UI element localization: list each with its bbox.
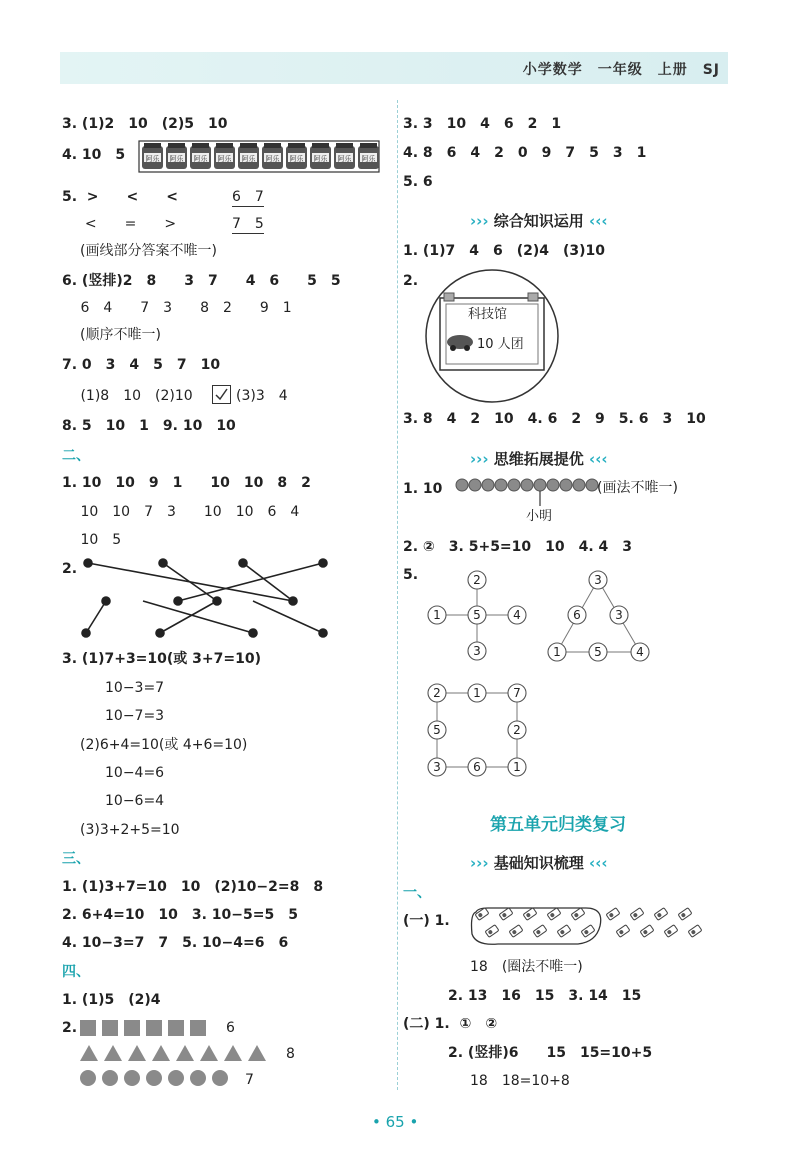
section-title-1: ››› 综合知识运用 ‹‹‹ (470, 212, 608, 230)
jar-label: 阿乐 (169, 155, 184, 163)
l-q7-row1: 7. 0 3 4 5 7 10 (62, 357, 221, 373)
l-sec2-q1-row1: 1. 10 10 9 1 10 10 8 2 (62, 475, 311, 491)
l-sec2-title: 二、 (62, 448, 90, 464)
l-sec2-q2: 2. (62, 561, 78, 577)
r-c2: 2. (403, 273, 419, 289)
l-sec2-q3-row2: 10−3=7 (105, 680, 165, 696)
sharpener-icon (606, 908, 620, 921)
unit-title: 第五单元归类复习 (490, 815, 626, 835)
jar-label: 阿乐 (217, 155, 232, 163)
l-q7-row2a: (1)8 10 (2)10 (62, 388, 193, 404)
r-t1-note: (画法不唯一) (597, 480, 678, 496)
jar-7 (286, 143, 307, 169)
r-q4: 4. 8 6 4 2 0 9 7 5 3 1 (403, 145, 647, 161)
number-figure-triangle (545, 570, 655, 662)
sharpener-icon (581, 925, 595, 938)
jar-5 (238, 143, 259, 169)
header-title: 小学数学 一年级 上册 SJ (522, 62, 720, 78)
sharpener-icon (475, 908, 489, 921)
r-u-p1: (一) 1. (403, 913, 450, 929)
fig3-tm: 1 (473, 686, 481, 700)
jar-10 (358, 143, 379, 169)
l-q5-row2: < = > (62, 216, 177, 232)
fig2-botmid: 5 (594, 645, 602, 659)
l-q5-note: (画线部分答案不唯一) (80, 243, 217, 259)
sharpener-icon (533, 925, 547, 938)
l-sec2-q3-row1: 3. (1)7+3=10(或 3+7=10) (62, 651, 261, 667)
number-figure-square (425, 683, 530, 778)
r-q5: 5. 6 (403, 174, 433, 190)
sharpener-icon (664, 925, 678, 938)
l-q6-row2: 6 4 7 3 8 2 9 1 (62, 300, 292, 316)
pencil-sharpeners-circled (468, 904, 713, 950)
r-u-p2-q2a: 2. (竖排)6 15 15=10+5 (448, 1045, 653, 1061)
fig3-tr: 7 (513, 686, 521, 700)
r-t1-prefix: 1. 10 (403, 481, 443, 497)
fig2-midright: 3 (615, 608, 623, 622)
r-t5: 5. (403, 567, 419, 583)
xiaoming-label: 小明 (526, 509, 553, 524)
fig3-bm: 6 (473, 760, 481, 774)
column-divider (397, 100, 398, 1090)
jar-label: 阿乐 (361, 155, 376, 163)
l-q6-note: (顺序不唯一) (80, 327, 161, 343)
r-u-p2-q2b: 18 18=10+8 (470, 1073, 570, 1089)
l-q7-row2b: (3)3 4 (236, 388, 288, 404)
circles-row-xiaoming (456, 477, 606, 507)
r-q3: 3. 3 10 4 6 2 1 (403, 116, 562, 132)
sharpener-icon (485, 925, 499, 938)
sharpener-icon (640, 925, 654, 938)
l-sec4-q2: 2. (62, 1020, 78, 1036)
l-q5-row2-ans: 7 5 (232, 216, 264, 232)
section-title-3: ››› 基础知识梳理 ‹‹‹ (470, 854, 608, 872)
fig3-br: 1 (513, 760, 521, 774)
page-header (60, 52, 728, 84)
r-t2: 2. ② 3. 5+5=10 10 4. 4 3 (403, 539, 633, 555)
board-group: 10 人团 (477, 337, 524, 352)
sharpener-icon (523, 908, 537, 921)
l-sec4-title: 四、 (62, 964, 90, 980)
r-u-p2: (二) 1. ① ② (403, 1016, 498, 1032)
fig1-top: 2 (473, 573, 481, 587)
l-sec2-q3-row5: 10−4=6 (105, 765, 165, 781)
jar-8 (310, 143, 331, 169)
fig1-left: 1 (433, 608, 441, 622)
l-sec4-q1: 1. (1)5 (2)4 (62, 992, 161, 1008)
triangles-count: 8 (286, 1046, 295, 1062)
r-c3: 3. 8 4 2 10 4. 6 2 9 5. 6 3 10 (403, 411, 706, 427)
number-figure-cross (425, 570, 530, 662)
l-sec3-row2: 2. 6+4=10 10 3. 10−5=5 5 (62, 907, 298, 923)
page-number: • 65 • (372, 1113, 419, 1131)
section-title-2: ››› 思维拓展提优 ‹‹‹ (470, 450, 608, 468)
l-q4: 4. 10 5 (62, 147, 126, 163)
jar-label: 阿乐 (313, 155, 328, 163)
l-q6-row1: 6. (竖排)2 8 3 7 4 6 5 5 (62, 273, 341, 289)
fig2-botleft: 1 (553, 645, 561, 659)
jar-1 (142, 143, 163, 169)
fig1-center: 5 (473, 608, 481, 622)
fig3-ml: 5 (433, 723, 441, 737)
jar-label: 阿乐 (145, 155, 160, 163)
sharpener-icon (654, 908, 668, 921)
l-sec2-q1-row2: 10 10 7 3 10 10 6 4 (62, 504, 300, 520)
fig3-bl: 3 (433, 760, 441, 774)
sharpener-icon (499, 908, 513, 921)
jar-3 (190, 143, 211, 169)
fig2-botright: 4 (636, 645, 644, 659)
matching-lines-diagram (80, 555, 330, 640)
jar-2 (166, 143, 187, 169)
l-q8: 8. 5 10 1 9. 10 10 (62, 418, 236, 434)
jar-9 (334, 143, 355, 169)
board-title: 科技馆 (468, 307, 508, 322)
shapes-triangles (80, 1043, 280, 1063)
fig3-mr: 2 (513, 723, 521, 737)
jar-label: 阿乐 (265, 155, 280, 163)
sharpener-icon (547, 908, 561, 921)
r-u-p1-q2: 2. 13 16 15 3. 14 15 (448, 988, 642, 1004)
sharpener-icon (509, 925, 523, 938)
jar-4 (214, 143, 235, 169)
l-sec2-q3-row3: 10−7=3 (105, 708, 165, 724)
l-sec2-q3-row6: 10−6=4 (105, 793, 165, 809)
sharpener-icon (678, 908, 692, 921)
l-q5-row1: 5. > < < (62, 189, 178, 205)
fig2-top: 3 (594, 573, 602, 587)
r-u-sec1: 一、 (403, 885, 431, 901)
l-sec2-q3-row4: (2)6+4=10(或 4+6=10) (80, 737, 248, 753)
jar-label: 阿乐 (193, 155, 208, 163)
l-sec3-title: 三、 (62, 851, 90, 867)
fig1-bottom: 3 (473, 644, 481, 658)
jar-6 (262, 143, 283, 169)
r-u-p1-ans: 18 (圈法不唯一) (470, 959, 583, 975)
l-sec3-row1: 1. (1)3+7=10 10 (2)10−2=8 8 (62, 879, 324, 895)
sharpener-icon (616, 925, 630, 938)
l-q5-row1-ans: 6 7 (232, 189, 264, 205)
l-sec2-q3-row7: (3)3+2+5=10 (80, 822, 180, 838)
jar-row (138, 140, 383, 174)
circles-count: 7 (245, 1072, 254, 1088)
sharpener-icon (688, 925, 702, 938)
l-q3: 3. (1)2 10 (2)5 10 (62, 116, 228, 132)
fig3-tl: 2 (433, 686, 441, 700)
l-sec3-row3: 4. 10−3=7 7 5. 10−4=6 6 (62, 935, 289, 951)
fig2-midleft: 6 (573, 608, 581, 622)
sharpener-icon (557, 925, 571, 938)
squares-count: 6 (226, 1020, 235, 1036)
fig1-right: 4 (513, 608, 521, 622)
shapes-circles (80, 1068, 245, 1088)
sharpener-icon (630, 908, 644, 921)
shapes-squares (80, 1018, 220, 1038)
jar-label: 阿乐 (289, 155, 304, 163)
sharpener-icon (571, 908, 585, 921)
r-c1: 1. (1)7 4 6 (2)4 (3)10 (403, 243, 605, 259)
jar-label: 阿乐 (241, 155, 256, 163)
jar-label: 阿乐 (337, 155, 352, 163)
l-sec2-q1-row3: 10 5 (62, 532, 122, 548)
checkbox-checked (212, 385, 231, 404)
